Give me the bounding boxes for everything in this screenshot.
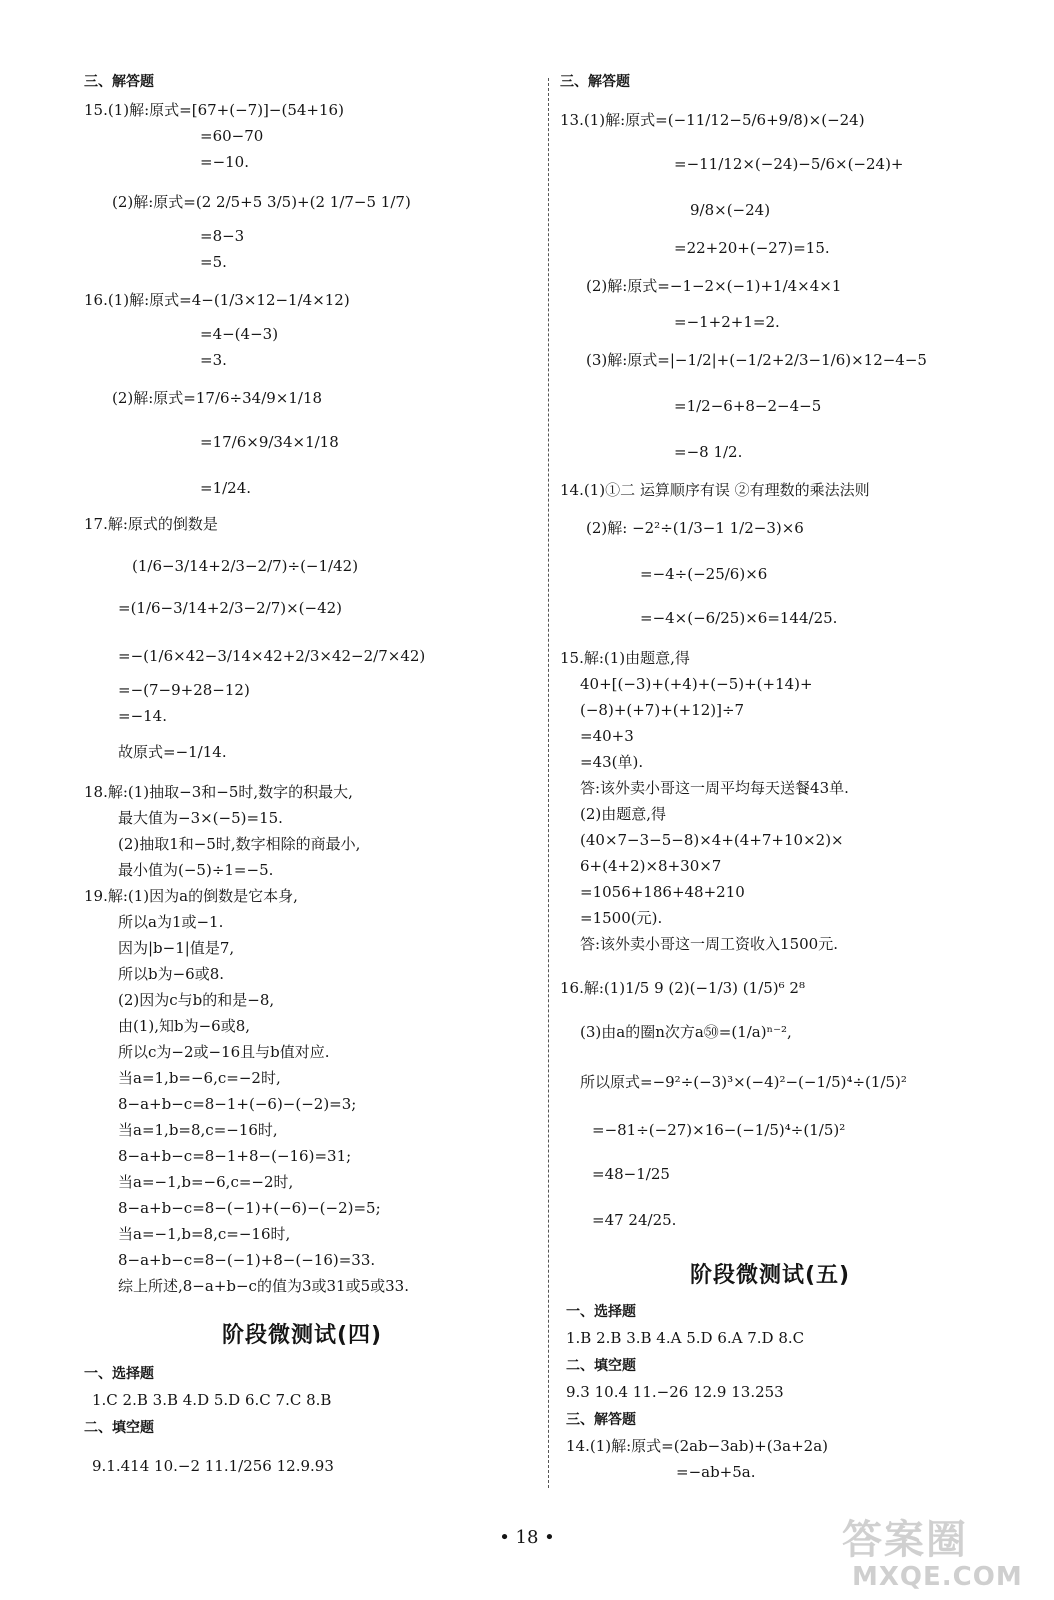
answer-line: =(1/6−3/14+2/3−2/7)×(−42): [118, 599, 343, 617]
answer-line: =22+20+(−27)=15.: [674, 239, 830, 257]
answer-line: 8−a+b−c=8−1+8−(−16)=31;: [118, 1147, 352, 1165]
page-number: • 18 •: [499, 1527, 555, 1548]
answer-line: 18.解:(1)抽取−3和−5时,数字的积最大,: [84, 783, 353, 801]
answer-line: =3.: [200, 351, 227, 369]
answer-line: 40+[(−3)+(+4)+(−5)+(+14)+: [580, 675, 813, 693]
answer-line: (2)解:原式=−1−2×(−1)+1/4×4×1: [586, 277, 842, 295]
answer-line: 所以b为−6或8.: [118, 965, 225, 983]
answer-line: 当a=−1,b=8,c=−16时,: [118, 1225, 291, 1243]
answer-line: =−1+2+1=2.: [674, 313, 780, 331]
answer-line: =8−3: [200, 227, 245, 245]
answer-line: =−10.: [200, 153, 249, 171]
answer-line: =43(单).: [580, 753, 644, 771]
answer-line: (3)解:原式=|−1/2|+(−1/2+2/3−1/6)×12−4−5: [586, 351, 927, 369]
answer-line: 当a=−1,b=−6,c=−2时,: [118, 1173, 294, 1191]
answer-line: =−(7−9+28−12): [118, 681, 250, 699]
answer-line: (1/6−3/14+2/3−2/7)÷(−1/42): [132, 557, 359, 575]
answer-line: 9.1.414 10.−2 11.1/256 12.9.93: [92, 1457, 334, 1475]
answer-line: =1/2−6+8−2−4−5: [674, 397, 822, 415]
answer-line: (2)因为c与b的和是−8,: [118, 991, 275, 1009]
section-title-four: 阶段微测试(四): [222, 1323, 383, 1348]
answer-line: =1056+186+48+210: [580, 883, 745, 901]
section-heading: 一、选择题: [84, 1366, 154, 1382]
watermark-logo: [842, 1508, 1042, 1596]
answer-line: 答:该外卖小哥这一周工资收入1500元.: [580, 935, 838, 953]
section-heading: 二、填空题: [566, 1358, 636, 1374]
answer-line: =4−(4−3): [200, 325, 279, 343]
answer-line: 9.3 10.4 11.−26 12.9 13.253: [566, 1383, 784, 1401]
answer-line: (2)由题意,得: [580, 805, 667, 823]
answer-line: 综上所述,8−a+b−c的值为3或31或5或33.: [118, 1277, 409, 1295]
answer-line: =40+3: [580, 727, 634, 745]
answer-line: =−ab+5a.: [676, 1463, 756, 1481]
answer-line: 1.C 2.B 3.B 4.D 5.D 6.C 7.C 8.B: [92, 1391, 332, 1409]
answer-line: 15.(1)解:原式=[67+(−7)]−(54+16): [84, 101, 344, 119]
answer-line: =−4×(−6/25)×6=144/25.: [640, 609, 838, 627]
answer-line: 答:该外卖小哥这一周平均每天送餐43单.: [580, 779, 849, 797]
answer-line: (2)解: −2²÷(1/3−1 1/2−3)×6: [586, 519, 804, 537]
answer-line: (3)由a的圈n次方a㊿=(1/a)ⁿ⁻²,: [580, 1023, 792, 1041]
answer-line: 8−a+b−c=8−(−1)+8−(−16)=33.: [118, 1251, 376, 1269]
answer-line: (2)解:原式=(2 2/5+5 3/5)+(2 1/7−5 1/7): [112, 193, 411, 211]
answer-line: (2)解:原式=17/6÷34/9×1/18: [112, 389, 323, 407]
answer-line: =−4÷(−25/6)×6: [640, 565, 768, 583]
answer-line: =1/24.: [200, 479, 252, 497]
section-heading: 三、解答题: [84, 74, 154, 90]
answer-line: =−(1/6×42−3/14×42+2/3×42−2/7×42): [118, 647, 426, 665]
section-heading: 三、解答题: [566, 1412, 636, 1428]
answer-line: (−8)+(+7)+(+12)]÷7: [580, 701, 745, 719]
answer-line: 因为|b−1|值是7,: [118, 939, 235, 957]
answer-line: 16.(1)解:原式=4−(1/3×12−1/4×12): [84, 291, 350, 309]
section-heading: 三、解答题: [560, 74, 630, 90]
answer-line: 所以原式=−9²÷(−3)³×(−4)²−(−1/5)⁴÷(1/5)²: [580, 1073, 907, 1091]
answer-line: 故原式=−1/14.: [118, 743, 227, 761]
answer-line: =5.: [200, 253, 227, 271]
answer-line: =−8 1/2.: [674, 443, 743, 461]
answer-line: 所以c为−2或−16且与b值对应.: [118, 1043, 330, 1061]
answer-line: 14.(1)解:原式=(2ab−3ab)+(3a+2a): [566, 1437, 828, 1455]
watermark-sub-text: MXQE.COM: [852, 1562, 1023, 1592]
answer-line: 8−a+b−c=8−1+(−6)−(−2)=3;: [118, 1095, 357, 1113]
answer-line: 由(1),知b为−6或8,: [118, 1017, 251, 1035]
answer-line: =48−1/25: [592, 1165, 670, 1183]
answer-line: 16.解:(1)1/5 9 (2)(−1/3) (1/5)⁶ 2⁸: [560, 979, 805, 997]
answer-line: 当a=1,b=8,c=−16时,: [118, 1121, 278, 1139]
answer-line: =1500(元).: [580, 909, 663, 927]
answer-line: 所以a为1或−1.: [118, 913, 224, 931]
answer-line: (40×7−3−5−8)×4+(4+7+10×2)×: [580, 831, 844, 849]
answer-line: 1.B 2.B 3.B 4.A 5.D 6.A 7.D 8.C: [566, 1329, 805, 1347]
answer-line: =−81÷(−27)×16−(−1/5)⁴÷(1/5)²: [592, 1121, 846, 1139]
answer-line: 最大值为−3×(−5)=15.: [118, 809, 283, 827]
section-title-five: 阶段微测试(五): [690, 1263, 851, 1288]
answer-line: =−14.: [118, 707, 167, 725]
answer-line: 当a=1,b=−6,c=−2时,: [118, 1069, 281, 1087]
answer-line: 14.(1)①二 运算顺序有误 ②有理数的乘法法则: [560, 481, 870, 499]
answer-line: =60−70: [200, 127, 264, 145]
answer-line: (2)抽取1和−5时,数字相除的商最小,: [118, 835, 361, 853]
answer-line: 17.解:原式的倒数是: [84, 515, 218, 533]
answer-line: 最小值为(−5)÷1=−5.: [118, 861, 274, 879]
answer-line: =47 24/25.: [592, 1211, 677, 1229]
section-heading: 二、填空题: [84, 1420, 154, 1436]
answer-line: 19.解:(1)因为a的倒数是它本身,: [84, 887, 298, 905]
section-heading: 一、选择题: [566, 1304, 636, 1320]
answer-line: 8−a+b−c=8−(−1)+(−6)−(−2)=5;: [118, 1199, 381, 1217]
column-divider: [548, 78, 549, 1488]
answer-line: =17/6×9/34×1/18: [200, 433, 339, 451]
answer-line: 6+(4+2)×8+30×7: [580, 857, 722, 875]
answer-line: 15.解:(1)由题意,得: [560, 649, 690, 667]
watermark-main-text: 答案圈: [842, 1517, 968, 1563]
answer-line: 13.(1)解:原式=(−11/12−5/6+9/8)×(−24): [560, 111, 865, 129]
answer-line: =−11/12×(−24)−5/6×(−24)+: [674, 155, 904, 173]
answer-line: 9/8×(−24): [690, 201, 771, 219]
